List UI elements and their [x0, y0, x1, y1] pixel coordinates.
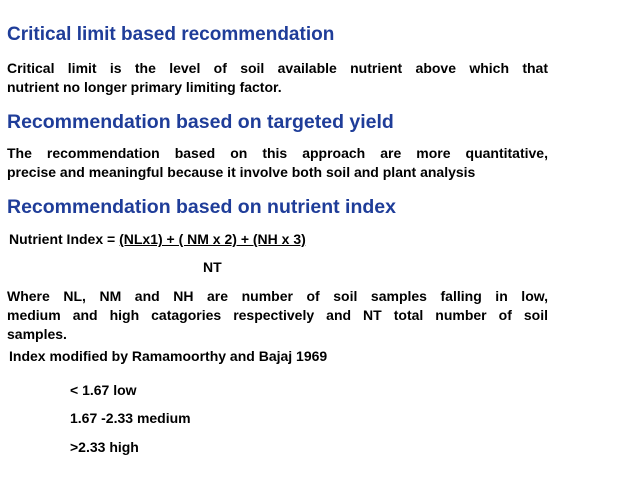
nutrient-index-formula [9, 231, 306, 247]
paragraph-line: nutrient no longer primary limiting factor. [7, 79, 282, 95]
paragraph-line: medium and high catagories respectively and NT total number of soil [7, 307, 548, 323]
paragraph-line: The recommendation based on this approach are more quantitative, [7, 145, 548, 161]
paragraph-line: samples. [7, 326, 67, 342]
range-medium: 1.67 -2.33 medium [70, 410, 191, 426]
formula-denominator: NT [203, 259, 222, 275]
formula-label: Nutrient Index = [9, 231, 120, 247]
range-high: >2.33 high [70, 439, 139, 455]
paragraph-nutrient-index [7, 287, 548, 344]
range-low: < 1.67 low [70, 382, 137, 398]
paragraph-line: Critical limit is the level of soil available nutrient above which that [7, 60, 548, 76]
paragraph-line: precise and meaningful because it involve both soil and plant analysis [7, 164, 476, 180]
heading-nutrient-index: Recommendation based on nutrient index [7, 196, 396, 218]
heading-targeted-yield: Recommendation based on targeted yield [7, 111, 394, 133]
index-note: Index modified by Ramamoorthy and Bajaj 1969 [9, 348, 328, 364]
paragraph-line: Where NL, NM and NH are number of soil samples falling in low, [7, 288, 548, 304]
paragraph-critical-limit [7, 59, 548, 97]
heading-critical-limit: Critical limit based recommendation [7, 24, 335, 45]
formula-numerator: (NLx1) + ( NM x 2) + (NH x 3) [119, 231, 306, 247]
paragraph-targeted-yield [7, 144, 548, 182]
